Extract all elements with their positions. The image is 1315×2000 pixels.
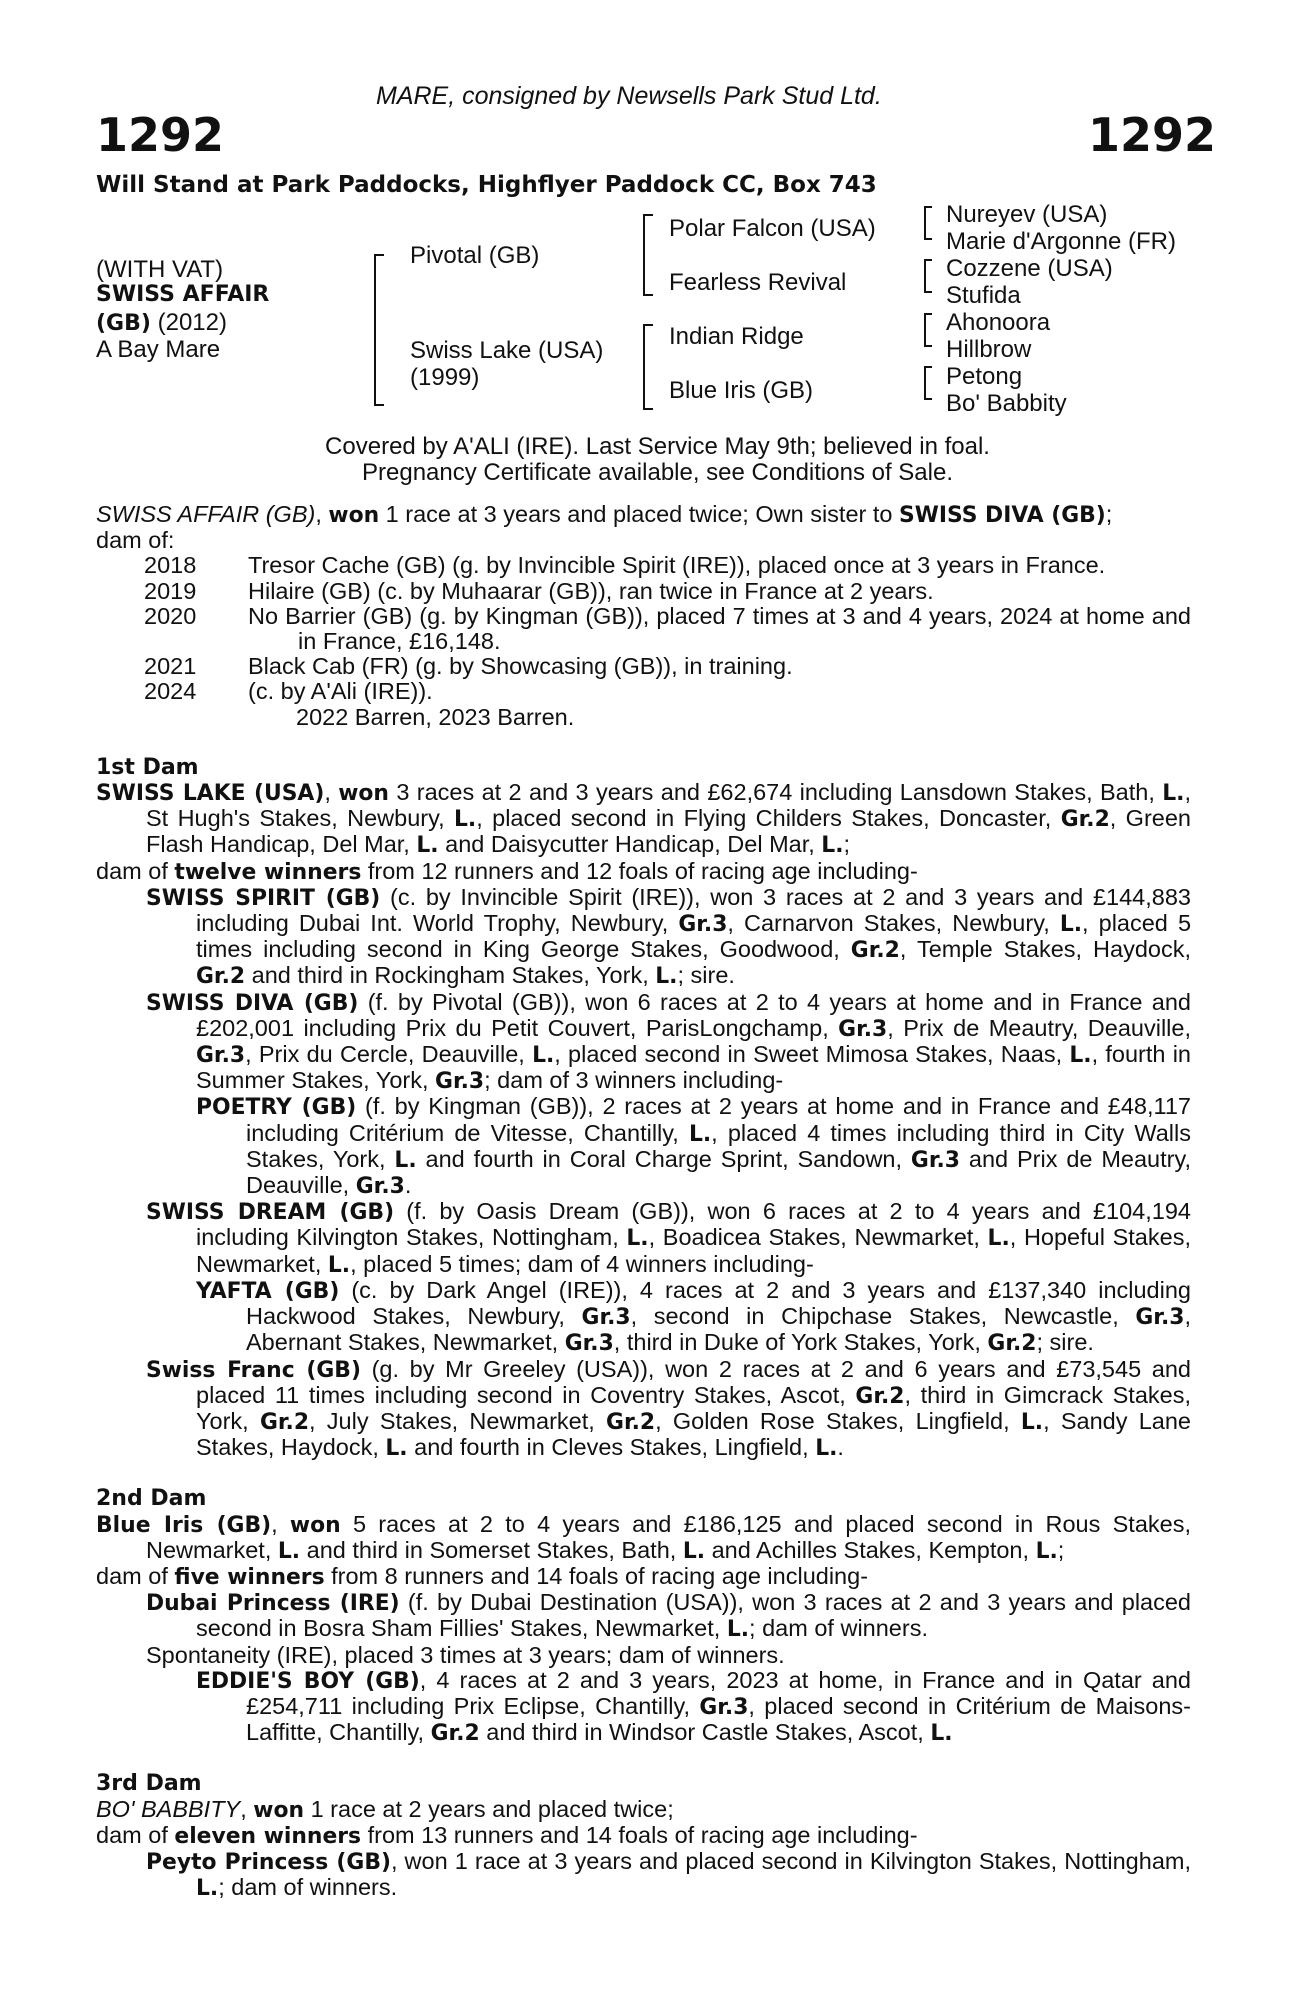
grade-label: Gr.3: [564, 1331, 614, 1357]
text: , Prix de Meautry, Deauville,: [887, 1014, 1191, 1041]
first-dam-produce: [96, 859, 1191, 885]
text: ; dam of 3 winners including-: [484, 1067, 784, 1094]
grade-label: L.: [277, 1538, 301, 1564]
grade-label: L.: [196, 1876, 219, 1902]
winners-count: five winners: [174, 1564, 325, 1590]
foal-row: [96, 679, 1191, 704]
ggparent-2: Marie d'Argonne (FR): [946, 228, 1176, 255]
grade-label: L.: [1020, 1409, 1044, 1435]
text: , Temple Stakes, Haydock,: [899, 936, 1191, 963]
text: , 4 races at 2 and 3 years, 2023 at home, in France and in Qatar and £254,711 including Prix Eclipse, Chantilly,: [246, 1666, 1192, 1719]
ggparent-6: Hillbrow: [946, 336, 1032, 363]
horse-country: (GB): [96, 311, 151, 336]
produce-swiss-franc: [96, 1357, 1191, 1462]
text: and Prix de Meautry, Deauville,: [246, 1145, 1192, 1199]
text: , placed 5 times; dam of 4 winners including-: [350, 1250, 814, 1277]
foal-text: (c. by A'Ali (IRE)).: [248, 678, 433, 705]
grade-label: Gr.3: [355, 1174, 405, 1200]
third-dam-heading: 3rd Dam: [96, 1771, 202, 1797]
text: , won 1 race at 3 years and placed second in Kilvington Stakes, Nottingham,: [390, 1847, 1191, 1874]
text: and third in Windsor Castle Stakes, Ascot,: [479, 1719, 931, 1746]
grade-label: L.: [626, 1226, 649, 1252]
text: , Prix du Cercle, Deauville,: [245, 1041, 533, 1068]
text: dam of: [96, 1562, 175, 1589]
grade-label: Gr.2: [850, 938, 900, 964]
produce-name: SWISS SPIRIT (GB): [146, 885, 381, 911]
pedigree-brace-main: [374, 254, 384, 406]
grade-label: Gr.2: [855, 1383, 905, 1409]
grade-label: L.: [394, 1147, 417, 1173]
pedigree-brace-gg3: [924, 313, 932, 347]
produce-swiss-diva: [96, 990, 1191, 1095]
text: , placed second in Critérium de Maisons-Laffitte, Chantilly,: [246, 1692, 1191, 1746]
grade-label: L.: [1035, 1538, 1058, 1564]
grade-label: Gr.3: [196, 1043, 246, 1069]
text: 1 race at 2 years and placed twice;: [304, 1795, 674, 1822]
grade-label: Gr.2: [259, 1409, 310, 1435]
text: dam of: [96, 857, 175, 884]
text: , third in Gimcrack Stakes, York,: [196, 1381, 1191, 1434]
text: , July Stakes, Newmarket,: [309, 1407, 607, 1434]
foal-year: 2021: [144, 653, 197, 680]
produce-name: Swiss Franc (GB): [146, 1357, 361, 1383]
text: and fourth in Coral Charge Sprint, Sandown,: [416, 1145, 911, 1172]
text: and Achilles Stakes, Kempton,: [705, 1536, 1036, 1563]
text: (f. by Pivotal (GB)), won 6 races at 2 to 4 years at home and in France and £202,001 including Prix du Petit Couvert, ParisLongchamp,: [196, 988, 1192, 1041]
grade-label: L.: [454, 807, 477, 833]
grade-label: Gr.2: [196, 964, 246, 990]
intro-paragraph: SWISS AFFAIR (GB), won 1 race at 3 years and placed twice; Own sister to SWISS DIVA (GB);: [96, 501, 1113, 528]
grade-label: L.: [688, 1121, 712, 1147]
third-dam-name: BO' BABBITY: [96, 1795, 241, 1822]
stand-location: Will Stand at Park Paddocks, Highflyer Paddock CC, Box 743: [96, 172, 877, 198]
produce-yafta: [96, 1278, 1191, 1357]
sire-name: Pivotal (GB): [410, 242, 540, 269]
third-dam-produce: [96, 1823, 1191, 1849]
foal-text: Hilaire (GB) (c. by Muhaarar (GB)), ran twice in France at 2 years.: [248, 577, 934, 604]
grade-label: Gr.3: [678, 912, 728, 938]
foal-year: 2018: [144, 552, 197, 579]
produce-name: SWISS DIVA (GB): [146, 990, 359, 1016]
horse-breeding: [96, 309, 227, 337]
text: (g. by Mr Greeley (USA)), won 2 races at 2 and 6 years and £73,545 and placed 11 times including second in Coventry Stakes, Ascot,: [196, 1355, 1191, 1408]
grade-label: Gr.3: [699, 1694, 749, 1720]
text: ;: [1057, 1536, 1065, 1563]
text: , Carnarvon Stakes, Newbury,: [727, 910, 1060, 937]
ggparent-4: Stufida: [946, 282, 1021, 309]
first-dam-won: won: [338, 781, 389, 807]
foal-text: Black Cab (FR) (g. by Showcasing (GB)), in training.: [248, 653, 793, 680]
grade-label: L.: [532, 1043, 555, 1069]
text: , Abernant Stakes, Newmarket,: [246, 1303, 1191, 1356]
grade-label: Gr.2: [987, 1331, 1037, 1357]
produce-spontaneity: Spontaneity (IRE), placed 3 times at 3 years; dam of winners.: [146, 1641, 785, 1668]
granddam-2: Blue Iris (GB): [669, 377, 814, 404]
text: , Sandy Lane Stakes, Haydock,: [196, 1407, 1191, 1461]
first-dam-heading: 1st Dam: [96, 754, 199, 780]
grade-label: L.: [726, 1617, 750, 1643]
text: (f. by Dubai Destination (USA)), won 3 races at 2 and 3 years and placed second in Bosra Sham Fillies' Stakes, Newmarket,: [196, 1589, 1191, 1642]
grade-label: L.: [655, 964, 678, 990]
pedigree-brace-sire: [643, 214, 653, 296]
foal-row: [96, 604, 1191, 654]
text: , St Hugh's Stakes, Newbury,: [146, 779, 1191, 832]
grade-label: L.: [327, 1252, 351, 1278]
horse-description: A Bay Mare: [96, 336, 221, 363]
text: (f. by Kingman (GB)), 2 races at 2 years at home and in France and £48,117 including Critérium de Vitesse, Chantilly,: [246, 1093, 1191, 1146]
third-dam-won: won: [253, 1797, 305, 1823]
text: .: [837, 1434, 844, 1461]
text: ; dam of winners.: [749, 1615, 928, 1642]
produce-poetry: [96, 1094, 1191, 1199]
text: ; sire.: [677, 962, 735, 989]
horse-name: SWISS AFFAIR: [96, 282, 270, 307]
dam-year: (1999): [410, 364, 480, 391]
second-dam-paragraph: Blue Iris (GB), won 5 races at 2 to 4 years and £186,125 and placed second in Rous Stakes, Newmarket, L. and third in Somerset Stakes, Bath, L. and Achilles Stakes, Kempton, L.;: [96, 1510, 1191, 1564]
second-dam-won: won: [289, 1512, 341, 1538]
grade-label: L.: [821, 833, 844, 859]
grade-label: Gr.3: [910, 1147, 961, 1173]
text: (c. by Invincible Spirit (IRE)), won 3 races at 2 and 3 years and £144,883 including Dubai Int. World Trophy, Newbury,: [196, 883, 1191, 937]
ggparent-5: Ahonoora: [946, 309, 1051, 336]
intro-won: won: [328, 503, 380, 528]
text: , Boadicea Stakes, Newmarket,: [648, 1224, 988, 1251]
grade-label: L.: [385, 1436, 408, 1462]
text: from 12 runners and 12 foals of racing age including-: [361, 857, 918, 884]
intro-tail: ;: [1105, 501, 1113, 527]
foal-text: Tresor Cache (GB) (g. by Invincible Spirit (IRE)), placed once at 3 years in France.: [248, 552, 1106, 579]
pedigree-brace-gg2: [924, 259, 932, 293]
produce-name: POETRY (GB): [196, 1095, 357, 1121]
text: , Golden Rose Stakes, Lingfield,: [655, 1407, 1021, 1434]
grade-label: Gr.3: [838, 1016, 888, 1042]
intro-text: 1 race at 3 years and placed twice; Own sister to: [379, 501, 900, 527]
produce-peyto-princess: [96, 1849, 1191, 1901]
foal-year: 2020: [144, 602, 197, 629]
lot-number-left: 1292: [96, 108, 225, 162]
foal-row: [96, 579, 1191, 604]
grade-label: L.: [1162, 781, 1185, 807]
foal-row: [96, 553, 1191, 578]
text: ; sire.: [1036, 1329, 1094, 1356]
text: 3 races at 2 and 3 years and £62,674 including Lansdown Stakes, Bath,: [388, 779, 1163, 806]
winners-count: twelve winners: [174, 859, 362, 885]
text: , Hopeful Stakes, Newmarket,: [196, 1224, 1191, 1277]
first-dam-name: SWISS LAKE (USA): [96, 781, 325, 807]
pregnancy-note: Pregnancy Certificate available, see Conditions of Sale.: [362, 459, 953, 486]
text: and Daisycutter Handicap, Del Mar,: [438, 831, 822, 858]
lot-number-right: 1292: [1088, 108, 1217, 162]
second-dam-name: Blue Iris (GB): [96, 1512, 272, 1538]
ggparent-7: Petong: [946, 363, 1023, 390]
text: , second in Chipchase Stakes, Newcastle,: [630, 1303, 1136, 1330]
produce-name: SWISS DREAM (GB): [146, 1200, 395, 1226]
text: , placed second in Flying Childers Stakes, Doncaster,: [476, 805, 1061, 832]
grade-label: L.: [930, 1721, 953, 1747]
horse-year: (2012): [150, 309, 227, 336]
intro-sister: SWISS DIVA (GB): [899, 503, 1106, 528]
text: and third in Rockingham Stakes, York,: [245, 962, 656, 989]
grade-label: Gr.3: [435, 1069, 485, 1095]
winners-count: eleven winners: [174, 1823, 362, 1849]
text: , placed 4 times including third in City Walls Stakes, York,: [246, 1119, 1191, 1172]
grade-label: Gr.3: [581, 1305, 631, 1331]
catalogue-body: [96, 502, 1191, 1901]
grade-label: L.: [416, 833, 439, 859]
text: , placed 5 times including second in King George Stakes, Goodwood,: [196, 910, 1192, 963]
text: , third in Duke of York Stakes, York,: [613, 1329, 988, 1356]
text: , placed second in Sweet Mimosa Stakes, Naas,: [554, 1041, 1070, 1068]
ggparent-8: Bo' Babbity: [946, 390, 1067, 417]
ggparent-3: Cozzene (USA): [946, 255, 1113, 282]
text: and fourth in Cleves Stakes, Lingfield,: [407, 1434, 816, 1461]
grade-label: L.: [815, 1436, 838, 1462]
foal-row: [96, 654, 1191, 679]
grade-label: L.: [682, 1538, 706, 1564]
grade-label: Gr.2: [606, 1409, 656, 1435]
dam-of-label: dam of:: [96, 527, 175, 554]
text: , fourth in Summer Stakes, York,: [196, 1041, 1191, 1094]
foal-text: No Barrier (GB) (g. by Kingman (GB)), placed 7 times at 3 and 4 years, 2024 at home and in France, £16,148.: [248, 602, 1191, 655]
covered-note: Covered by A'ALI (IRE). Last Service May 9th; believed in foal.: [325, 433, 990, 460]
produce-name: YAFTA (GB): [196, 1278, 340, 1304]
foal-year: 2019: [144, 577, 197, 604]
text: , Green Flash Handicap, Del Mar,: [146, 805, 1192, 858]
pedigree-brace-gg1: [924, 206, 932, 240]
text: (f. by Oasis Dream (GB)), won 6 races at 2 to 4 years and £104,194 including Kilvington Stakes, Nottingham,: [196, 1198, 1191, 1251]
granddam-1: Fearless Revival: [669, 269, 847, 296]
produce-dubai-princess: [96, 1590, 1191, 1642]
intro-horse-name: SWISS AFFAIR (GB): [96, 501, 316, 527]
pedigree-brace-gg4: [924, 366, 932, 400]
pedigree-brace-dam: [643, 324, 653, 410]
text: from 13 runners and 14 foals of racing age including-: [361, 1821, 918, 1848]
consignment-subtitle: MARE, consigned by Newsells Park Stud Ltd.: [376, 82, 882, 110]
text: .: [404, 1172, 412, 1199]
ggparent-1: Nureyev (USA): [946, 201, 1108, 228]
grade-label: L.: [1069, 1043, 1092, 1069]
produce-name: EDDIE'S BOY (GB): [196, 1668, 420, 1694]
text: and third in Somerset Stakes, Bath,: [300, 1536, 683, 1563]
text: dam of: [96, 1821, 175, 1848]
grade-label: L.: [1059, 912, 1083, 938]
grade-label: Gr.2: [1060, 807, 1110, 833]
foal-year: 2024: [144, 678, 197, 705]
produce-swiss-spirit: [96, 885, 1191, 990]
text: (c. by Dark Angel (IRE)), 4 races at 2 and 3 years and £137,340 including Hackwood Stakes, Newbury,: [246, 1276, 1191, 1330]
text: ;: [843, 831, 851, 858]
second-dam-heading: 2nd Dam: [96, 1486, 207, 1512]
third-dam-paragraph: BO' BABBITY, won 1 race at 2 years and placed twice;: [96, 1795, 674, 1823]
grade-label: L.: [987, 1226, 1010, 1252]
grade-label: Gr.2: [430, 1721, 480, 1747]
produce-swiss-dream: [96, 1199, 1191, 1278]
first-dam-paragraph: SWISS LAKE (USA), won 3 races at 2 and 3 years and £62,674 including Lansdown Stakes, Bath, L., St Hugh's Stakes, Newbury, L., placed second in Flying Childers Stakes, Doncaster, Gr.2, Green Flash Handicap, Del Mar, L. and Daisycutter Handicap, Del Mar, L.;: [96, 779, 1192, 859]
text: from 8 runners and 14 foals of racing age including-: [324, 1562, 869, 1589]
vat-note: (WITH VAT): [96, 256, 224, 283]
text: 5 races at 2 to 4 years and £186,125 and placed second in Rous Stakes, Newmarket,: [146, 1510, 1191, 1563]
produce-name: Dubai Princess (IRE): [146, 1591, 400, 1617]
produce-name: Peyto Princess (GB): [146, 1849, 391, 1875]
grandsire-2: Indian Ridge: [669, 323, 804, 350]
barren-years: 2022 Barren, 2023 Barren.: [296, 703, 575, 730]
dam-name: Swiss Lake (USA): [410, 337, 604, 364]
text: ; dam of winners.: [218, 1874, 398, 1901]
grade-label: Gr.3: [1135, 1305, 1185, 1331]
second-dam-produce: [96, 1564, 1191, 1590]
grandsire-1: Polar Falcon (USA): [669, 215, 876, 242]
produce-eddies-boy: [96, 1668, 1191, 1747]
